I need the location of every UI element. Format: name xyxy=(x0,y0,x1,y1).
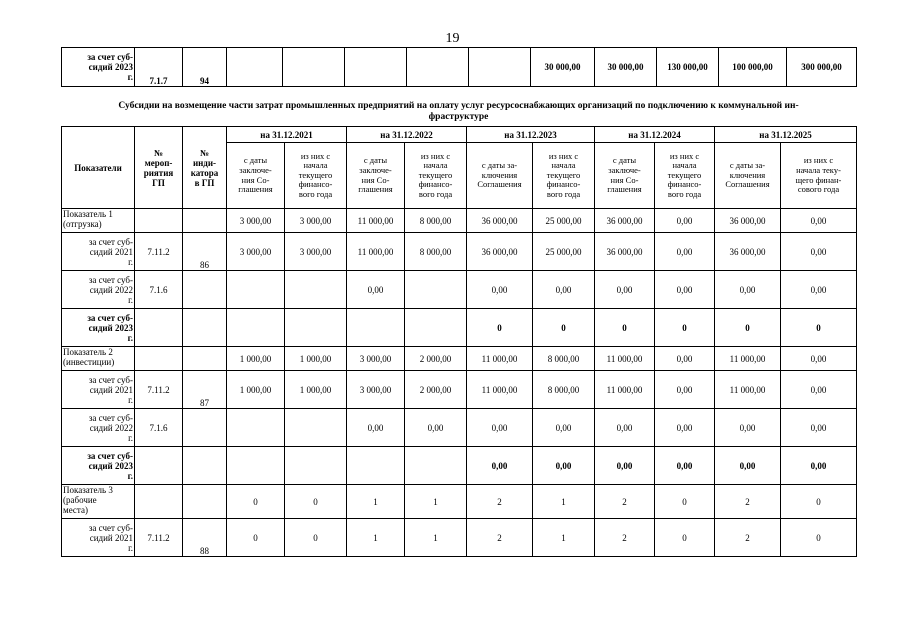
header-line: начала теку- xyxy=(796,164,841,175)
value-cell: 1 xyxy=(347,519,405,557)
header-year: на 31.12.2024 xyxy=(595,127,715,143)
value-cell: 2 xyxy=(715,485,781,519)
header-line: финансо- xyxy=(546,179,581,190)
event-number xyxy=(135,309,183,347)
label-line: места) xyxy=(63,505,88,515)
header-line: мероп- xyxy=(144,157,173,168)
value-cell: 0 xyxy=(467,309,533,347)
value-cell: 2 xyxy=(467,519,533,557)
header-line: начала xyxy=(551,160,576,171)
table-row xyxy=(62,309,857,347)
header-line: риятия xyxy=(143,167,174,178)
row-label xyxy=(62,485,135,519)
event-number xyxy=(135,347,183,371)
header-line: глашения xyxy=(238,184,273,195)
table-row xyxy=(62,519,857,557)
value-cell: 0 xyxy=(781,485,857,519)
value-cell: 130 000,00 xyxy=(657,48,719,87)
value-cell xyxy=(347,309,405,347)
header-subcolumn xyxy=(467,143,533,209)
event-number: 7.1.7 xyxy=(135,48,183,87)
header-event-number xyxy=(135,127,183,209)
value-cell: 25 000,00 xyxy=(533,233,595,271)
header-line: текущего xyxy=(298,169,333,180)
label-line: Показатель 3 xyxy=(63,485,113,495)
label-line: за счет суб- xyxy=(87,52,133,62)
label-line: сидий 2022 xyxy=(89,284,133,295)
header-line: текущего xyxy=(667,169,702,180)
value-cell: 11 000,00 xyxy=(467,371,533,409)
header-line: вого года xyxy=(667,188,702,199)
header-line: ключения xyxy=(729,169,766,180)
value-cell: 0 xyxy=(595,309,655,347)
row-label xyxy=(62,48,135,87)
row-label xyxy=(62,371,135,409)
indicator-number: 94 xyxy=(183,48,227,87)
event-number: 7.11.2 xyxy=(135,233,183,271)
header-line: ГП xyxy=(152,177,165,188)
header-line: начала xyxy=(672,160,697,171)
label-line: г. xyxy=(128,432,133,443)
value-cell: 0,00 xyxy=(781,271,857,309)
value-cell: 0,00 xyxy=(405,409,467,447)
value-cell xyxy=(285,271,347,309)
value-cell: 1 xyxy=(533,519,595,557)
value-cell: 0,00 xyxy=(781,347,857,371)
value-cell: 11 000,00 xyxy=(347,233,405,271)
header-line: глашения xyxy=(607,184,642,195)
value-cell: 0,00 xyxy=(467,447,533,485)
value-cell xyxy=(407,48,469,87)
header-year: на 31.12.2021 xyxy=(227,127,347,143)
indicator-number: 86 xyxy=(183,233,227,271)
title-line: Субсидии на возмещение части затрат промышленных предприятий на оплату услуг ресурсоснабжающих организаций по подключению к коммунальной ин- xyxy=(118,101,799,111)
header-line: текущего xyxy=(418,169,453,180)
header-year: на 31.12.2023 xyxy=(467,127,595,143)
value-cell: 36 000,00 xyxy=(467,233,533,271)
row-label xyxy=(62,519,135,557)
value-cell: 0,00 xyxy=(533,409,595,447)
value-cell xyxy=(469,48,531,87)
value-cell: 1 000,00 xyxy=(285,371,347,409)
header-line: финансо- xyxy=(298,179,333,190)
label-line: г. xyxy=(127,470,133,481)
header-subcolumn xyxy=(781,143,857,209)
value-cell xyxy=(227,447,285,485)
row-label xyxy=(62,309,135,347)
value-cell: 36 000,00 xyxy=(595,209,655,233)
value-cell: 36 000,00 xyxy=(595,233,655,271)
label-line: г. xyxy=(128,256,133,267)
value-cell: 36 000,00 xyxy=(715,233,781,271)
label-line: (инвестиции) xyxy=(63,357,115,367)
row-label xyxy=(62,409,135,447)
value-cell: 0,00 xyxy=(595,447,655,485)
value-cell xyxy=(283,48,345,87)
label-line: за счет суб- xyxy=(87,450,133,461)
value-cell: 2 000,00 xyxy=(405,371,467,409)
value-cell xyxy=(347,447,405,485)
label-line: за счет суб- xyxy=(87,312,133,323)
header-line: из них с xyxy=(803,155,834,166)
value-cell xyxy=(285,447,347,485)
page-number: 19 xyxy=(445,31,460,46)
label-line: сидий 2022 xyxy=(89,422,133,433)
value-cell: 0 xyxy=(655,485,715,519)
value-cell: 100 000,00 xyxy=(719,48,787,87)
value-cell: 11 000,00 xyxy=(715,347,781,371)
label-line: г. xyxy=(127,72,133,82)
event-number: 7.1.6 xyxy=(135,409,183,447)
value-cell: 25 000,00 xyxy=(533,209,595,233)
value-cell: 0,00 xyxy=(595,271,655,309)
header-line: из них с xyxy=(669,150,700,161)
label-line: г. xyxy=(127,332,133,343)
header-line: из них с xyxy=(548,150,579,161)
indicator-number xyxy=(183,347,227,371)
label-line: Показатель 2 xyxy=(63,347,113,357)
header-line: Соглашения xyxy=(477,179,522,190)
header-subcolumn xyxy=(405,143,467,209)
value-cell: 36 000,00 xyxy=(715,209,781,233)
value-cell: 3 000,00 xyxy=(285,209,347,233)
header-subcolumn xyxy=(285,143,347,209)
table-row xyxy=(62,485,857,519)
header-indicator-number xyxy=(183,127,227,209)
indicator-number xyxy=(183,209,227,233)
event-number: 7.11.2 xyxy=(135,519,183,557)
event-number: 7.11.2 xyxy=(135,371,183,409)
label-line: сидий 2021 xyxy=(89,246,133,257)
value-cell: 2 xyxy=(595,519,655,557)
label-line: сидий 2023 xyxy=(88,460,133,471)
value-cell: 2 xyxy=(715,519,781,557)
header-year: на 31.12.2025 xyxy=(715,127,857,143)
value-cell xyxy=(285,309,347,347)
value-cell: 0,00 xyxy=(781,447,857,485)
value-cell: 11 000,00 xyxy=(347,209,405,233)
value-cell xyxy=(405,271,467,309)
value-cell: 2 xyxy=(467,485,533,519)
value-cell: 0,00 xyxy=(715,409,781,447)
header-line: сового года xyxy=(797,184,840,195)
header-line: вого года xyxy=(418,188,453,199)
value-cell: 0 xyxy=(285,519,347,557)
label-line: за счет суб- xyxy=(88,522,133,533)
row-label xyxy=(62,209,135,233)
value-cell: 3 000,00 xyxy=(227,233,285,271)
header-line: Соглашения xyxy=(725,179,770,190)
value-cell: 30 000,00 xyxy=(595,48,657,87)
value-cell xyxy=(345,48,407,87)
value-cell: 0,00 xyxy=(347,271,405,309)
value-cell: 0,00 xyxy=(655,209,715,233)
header-line: с даты xyxy=(612,155,637,166)
table-row xyxy=(62,371,857,409)
indicator-number xyxy=(183,447,227,485)
value-cell xyxy=(227,409,285,447)
value-cell: 11 000,00 xyxy=(467,347,533,371)
indicator-number xyxy=(183,271,227,309)
value-cell: 0 xyxy=(781,519,857,557)
value-cell: 1 xyxy=(347,485,405,519)
header-subcolumn xyxy=(347,143,405,209)
header-line: вого года xyxy=(546,188,581,199)
value-cell: 0,00 xyxy=(655,447,715,485)
label-line: сидий 2023 xyxy=(88,322,133,333)
value-cell: 0,00 xyxy=(347,409,405,447)
header-subcolumn xyxy=(533,143,595,209)
event-number: 7.1.6 xyxy=(135,271,183,309)
header-line: с даты за- xyxy=(729,160,766,171)
value-cell: 0 xyxy=(715,309,781,347)
header-subcolumn xyxy=(595,143,655,209)
value-cell xyxy=(285,409,347,447)
value-cell: 0 xyxy=(533,309,595,347)
value-cell: 0,00 xyxy=(781,409,857,447)
table-row xyxy=(62,409,857,447)
value-cell: 3 000,00 xyxy=(347,371,405,409)
label-line: за счет суб- xyxy=(88,374,133,385)
label-line: (рабочие xyxy=(63,495,97,505)
value-cell: 1 000,00 xyxy=(227,371,285,409)
row-label xyxy=(62,447,135,485)
header-line: ния Со- xyxy=(241,174,270,185)
header-line: из них с xyxy=(420,150,451,161)
label-line: сидий 2023 xyxy=(88,62,133,72)
indicator-number xyxy=(183,309,227,347)
header-line: заключе- xyxy=(359,164,392,175)
value-cell xyxy=(227,48,283,87)
label-line: Показатель 1 xyxy=(63,209,113,219)
header-line: из них с xyxy=(300,150,331,161)
event-number xyxy=(135,447,183,485)
header-line: ключения xyxy=(481,169,518,180)
value-cell: 11 000,00 xyxy=(595,347,655,371)
label-line: сидий 2021 xyxy=(89,532,133,543)
value-cell: 2 000,00 xyxy=(405,347,467,371)
value-cell: 0 xyxy=(781,309,857,347)
indicator-number xyxy=(183,485,227,519)
value-cell: 0,00 xyxy=(781,233,857,271)
value-cell: 1 xyxy=(533,485,595,519)
indicator-number: 87 xyxy=(183,371,227,409)
header-row-years xyxy=(62,127,857,143)
header-subcolumn xyxy=(655,143,715,209)
header-line: начала xyxy=(303,160,328,171)
header-line: финансо- xyxy=(418,179,453,190)
event-number xyxy=(135,209,183,233)
header-indicators: Показатели xyxy=(62,127,135,209)
value-cell: 0 xyxy=(655,309,715,347)
label-line: г. xyxy=(128,542,133,553)
table-row xyxy=(62,271,857,309)
header-line: инди- xyxy=(192,157,217,168)
header-line: катора xyxy=(190,167,219,178)
value-cell: 36 000,00 xyxy=(467,209,533,233)
value-cell: 11 000,00 xyxy=(715,371,781,409)
value-cell: 1 000,00 xyxy=(285,347,347,371)
header-line: глашения xyxy=(358,184,393,195)
table-row xyxy=(62,447,857,485)
table-row xyxy=(62,209,857,233)
row-label xyxy=(62,233,135,271)
value-cell: 3 000,00 xyxy=(227,209,285,233)
value-cell: 0,00 xyxy=(533,271,595,309)
label-line: за счет суб- xyxy=(88,236,133,247)
header-line: вого года xyxy=(298,188,333,199)
value-cell: 0,00 xyxy=(533,447,595,485)
value-cell: 0,00 xyxy=(715,447,781,485)
value-cell: 0,00 xyxy=(655,371,715,409)
header-line: начала xyxy=(423,160,448,171)
value-cell xyxy=(405,447,467,485)
continuation-row xyxy=(62,48,857,87)
value-cell: 0 xyxy=(227,519,285,557)
value-cell: 0 xyxy=(227,485,285,519)
value-cell xyxy=(227,309,285,347)
value-cell: 0,00 xyxy=(467,409,533,447)
header-line: ния Со- xyxy=(610,174,639,185)
row-label xyxy=(62,347,135,371)
table-row xyxy=(62,347,857,371)
value-cell: 1 xyxy=(405,519,467,557)
value-cell: 11 000,00 xyxy=(595,371,655,409)
value-cell: 0,00 xyxy=(715,271,781,309)
value-cell: 8 000,00 xyxy=(405,209,467,233)
value-cell: 8 000,00 xyxy=(405,233,467,271)
value-cell: 8 000,00 xyxy=(533,347,595,371)
value-cell xyxy=(405,309,467,347)
label-line: сидий 2021 xyxy=(89,384,133,395)
value-cell: 0,00 xyxy=(655,233,715,271)
value-cell: 3 000,00 xyxy=(347,347,405,371)
table-row xyxy=(62,233,857,271)
header-line: ния Со- xyxy=(361,174,390,185)
row-label xyxy=(62,271,135,309)
header-line: в ГП xyxy=(194,177,215,188)
header-line: заключе- xyxy=(608,164,641,175)
value-cell: 1 xyxy=(405,485,467,519)
value-cell: 300 000,00 xyxy=(787,48,857,87)
value-cell: 30 000,00 xyxy=(531,48,595,87)
label-line: за счет суб- xyxy=(88,412,133,423)
header-year: на 31.12.2022 xyxy=(347,127,467,143)
header-subcolumn xyxy=(227,143,285,209)
value-cell: 0,00 xyxy=(595,409,655,447)
value-cell: 3 000,00 xyxy=(285,233,347,271)
title-line: фраструктуре xyxy=(428,112,489,122)
value-cell: 0,00 xyxy=(655,271,715,309)
value-cell: 0 xyxy=(285,485,347,519)
header-line: № xyxy=(199,147,210,158)
value-cell: 0,00 xyxy=(655,409,715,447)
header-line: № xyxy=(153,147,164,158)
value-cell: 8 000,00 xyxy=(533,371,595,409)
label-line: г. xyxy=(128,294,133,305)
label-line: за счет суб- xyxy=(88,274,133,285)
continuation-table xyxy=(61,47,857,87)
value-cell: 1 000,00 xyxy=(227,347,285,371)
value-cell xyxy=(227,271,285,309)
value-cell: 0,00 xyxy=(655,347,715,371)
table-title xyxy=(61,101,856,123)
indicator-number xyxy=(183,409,227,447)
label-line: г. xyxy=(128,394,133,405)
header-line: щего финан- xyxy=(795,174,842,185)
indicator-number: 88 xyxy=(183,519,227,557)
value-cell: 0,00 xyxy=(781,371,857,409)
header-line: текущего xyxy=(546,169,581,180)
value-cell: 2 xyxy=(595,485,655,519)
event-number xyxy=(135,485,183,519)
header-subcolumn xyxy=(715,143,781,209)
value-cell: 0,00 xyxy=(467,271,533,309)
label-line: (отгрузка) xyxy=(63,219,102,229)
value-cell: 0 xyxy=(655,519,715,557)
value-cell: 0,00 xyxy=(781,209,857,233)
subsidy-table xyxy=(61,126,857,557)
header-line: с даты за- xyxy=(481,160,518,171)
header-line: финансо- xyxy=(667,179,702,190)
header-line: с даты xyxy=(363,155,388,166)
header-line: с даты xyxy=(243,155,268,166)
header-line: заключе- xyxy=(239,164,272,175)
